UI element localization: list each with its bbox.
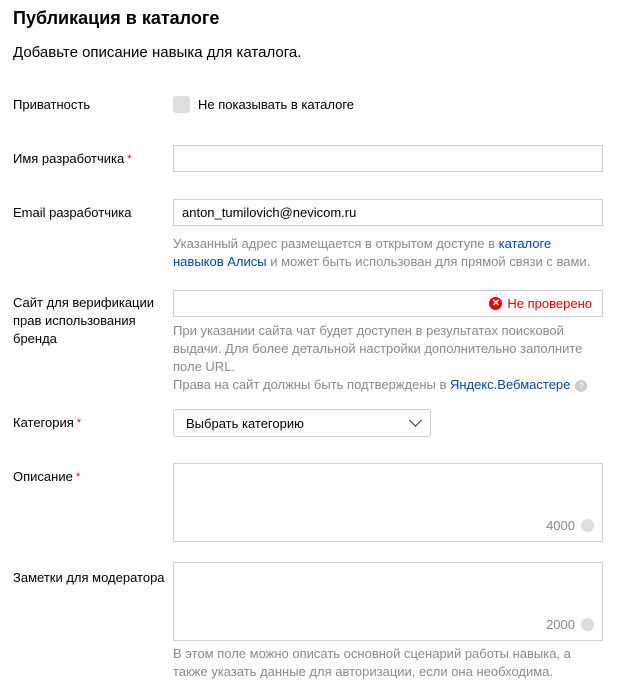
- error-icon: ✕: [489, 297, 502, 310]
- developer-name-label: [13, 150, 168, 168]
- brand-site-hint-text: При указании сайта чат будет доступен в результатах поисковой выдачи. Для более детальной настройки дополнительно заполните поле URL.: [173, 323, 583, 374]
- category-label-text: Категория: [13, 415, 74, 430]
- brand-site-hint: [173, 322, 598, 394]
- skills-catalog-link[interactable]: каталоге навыков Алисы: [173, 236, 552, 269]
- description-label: [13, 468, 168, 486]
- description-textarea[interactable]: [173, 463, 603, 542]
- moderator-notes-textarea[interactable]: [173, 562, 603, 641]
- required-mark: *: [127, 153, 132, 165]
- developer-name-input[interactable]: [173, 145, 603, 172]
- verification-status-text: Не проверено: [507, 296, 592, 311]
- description-counter: [546, 518, 594, 533]
- moderator-notes-hint: В этом поле можно описать основной сценарий работы навыка, а также указать данные для авторизации, если она необходима.: [173, 646, 571, 679]
- moderator-notes-counter-text: 2000: [546, 617, 575, 632]
- developer-email-label: Email разработчика: [13, 205, 132, 220]
- developer-email-value: anton_tumilovich@nevicom.ru: [182, 205, 357, 220]
- required-mark: *: [76, 417, 82, 429]
- hint-text: Указанный адрес размещается в открытом доступе в: [173, 236, 499, 251]
- help-icon[interactable]: ?: [575, 380, 587, 392]
- webmaster-link[interactable]: Яндекс.Вебмастере: [449, 377, 571, 392]
- description-counter-text: 4000: [546, 518, 575, 533]
- developer-name-label-text: Имя разработчика: [13, 151, 125, 166]
- page-subtitle: Добавьте описание навыка для каталога.: [13, 44, 302, 61]
- counter-indicator-icon: [581, 618, 594, 631]
- category-label: [13, 414, 168, 432]
- moderator-notes-label: Заметки для модератора: [13, 570, 165, 585]
- moderator-notes-counter: [546, 617, 594, 632]
- privacy-label: Приватность: [13, 97, 91, 112]
- hide-from-catalog-checkbox[interactable]: [173, 96, 190, 113]
- page-title: Публикация в каталоге: [13, 8, 220, 28]
- developer-email-hint: [173, 235, 603, 271]
- counter-indicator-icon: [581, 519, 594, 532]
- required-mark: *: [75, 471, 81, 483]
- category-select[interactable]: [173, 409, 431, 437]
- verification-status: [489, 296, 592, 311]
- hide-from-catalog-label[interactable]: Не показывать в каталоге: [198, 97, 355, 112]
- description-label-text: Описание: [13, 469, 73, 484]
- category-select-value: Выбрать категорию: [186, 416, 304, 431]
- chevron-down-icon: [409, 414, 422, 427]
- hint-text: Права на сайт должны быть подтверждены в: [173, 377, 450, 392]
- brand-site-hint-rights: [173, 376, 598, 394]
- hint-text: и может быть использован для прямой связи с вами.: [266, 254, 591, 269]
- brand-site-label: Сайт для верификации прав использования бренда: [13, 295, 155, 346]
- developer-email-input[interactable]: [173, 199, 603, 226]
- brand-site-input[interactable]: [173, 290, 603, 317]
